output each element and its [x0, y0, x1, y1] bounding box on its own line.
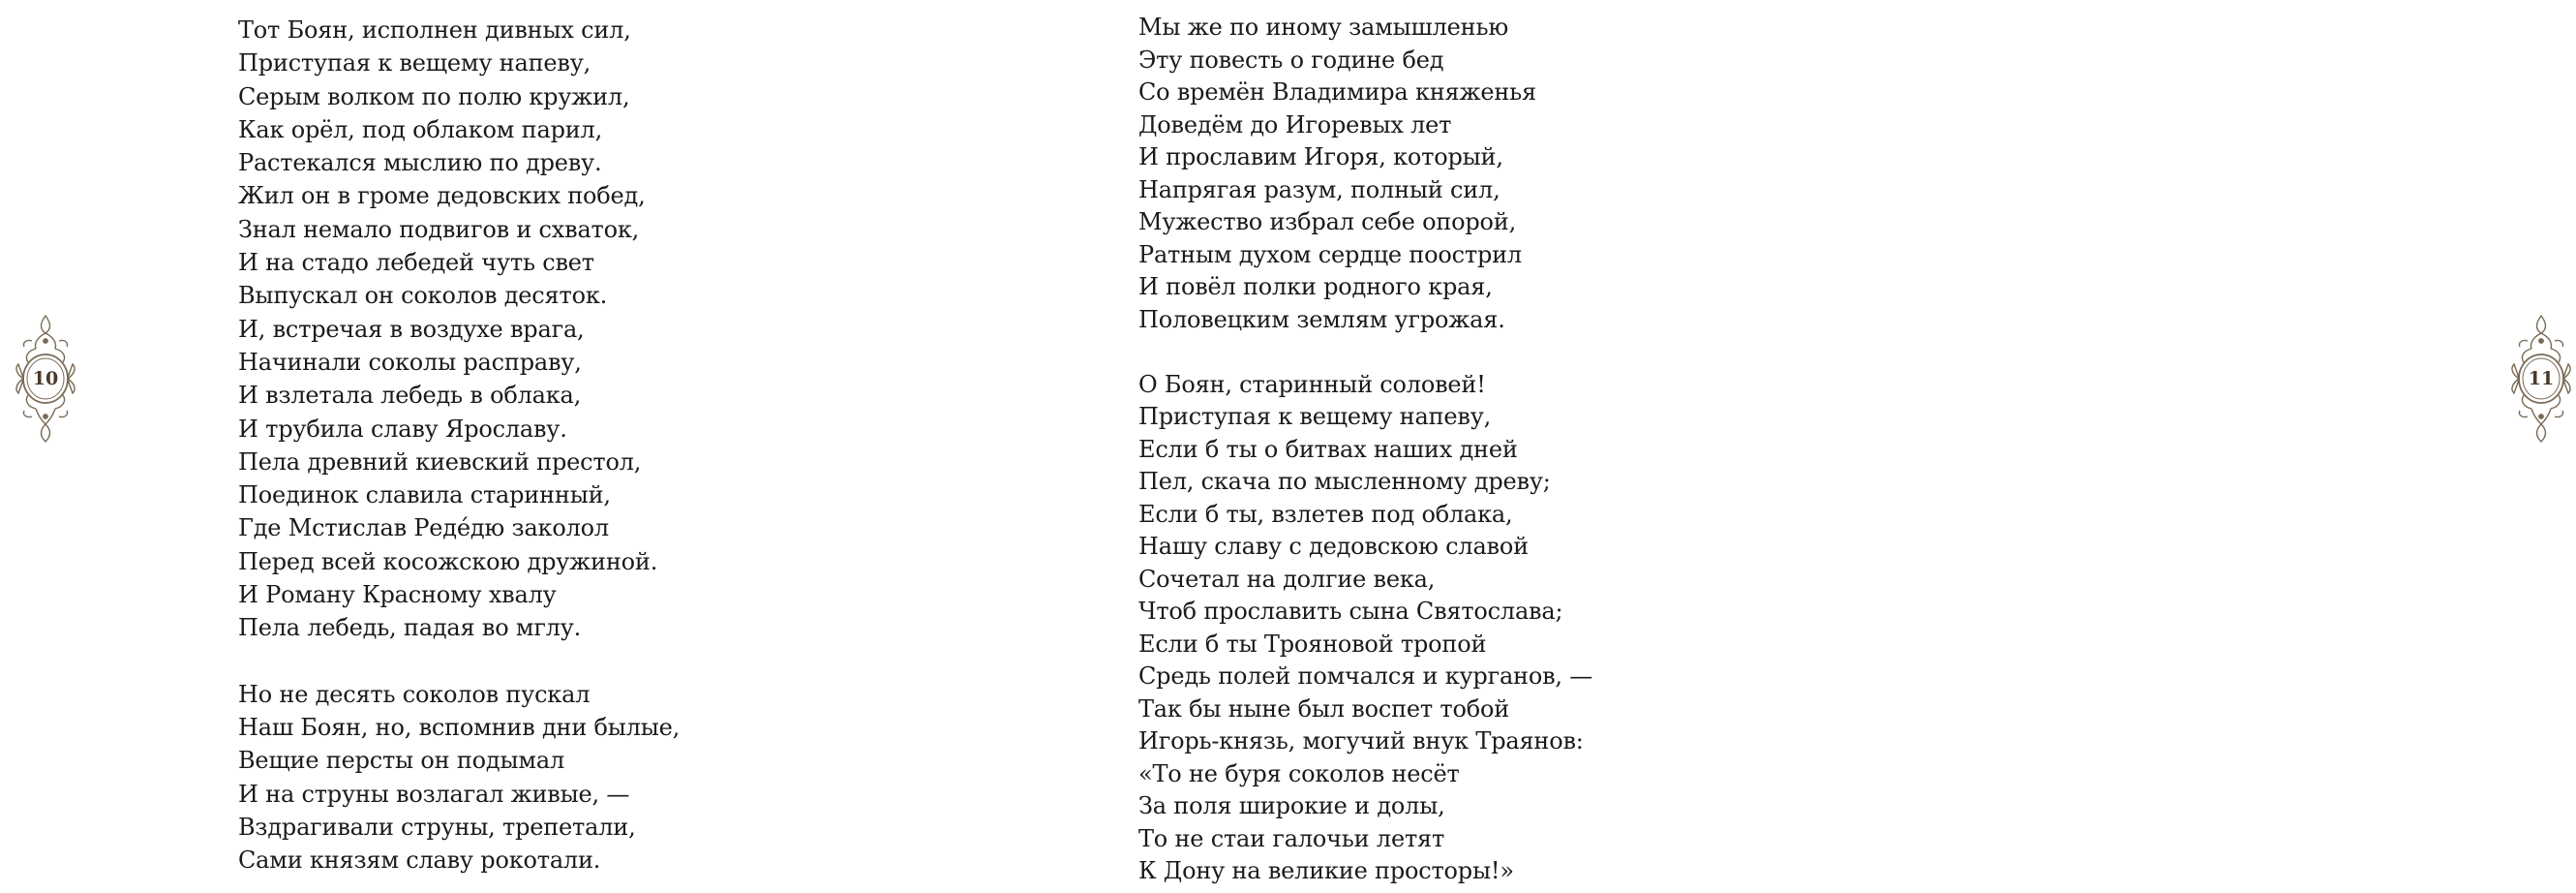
- poem-line: И повёл полки родного края,: [1138, 273, 1493, 300]
- left-page: [0, 0, 862, 893]
- poem-line: И на струны возлагал живые, —: [238, 780, 630, 808]
- stanza-gap: [1138, 336, 1592, 369]
- folio-left: [11, 312, 80, 446]
- poem-line: Со времён Владимира княженья: [1138, 78, 1536, 106]
- poem-line: Игорь-князь, могучий внук Траянов:: [1138, 727, 1584, 754]
- folio-right: [2506, 312, 2576, 446]
- poem-line: Начинали соколы расправу,: [238, 348, 582, 376]
- poem-line: И взлетала лебедь в облака,: [238, 382, 582, 410]
- poem-line: Напрягая разум, полный сил,: [1138, 175, 1500, 203]
- poem-line: Знал немало подвигов и схваток,: [238, 215, 640, 243]
- poem-line: И, встречая в воздухе врага,: [238, 315, 585, 343]
- poem-line: И на стадо лебедей чуть свет: [238, 249, 594, 277]
- poem-line: Вещие персты он подымал: [238, 747, 565, 775]
- page-number-left: 10: [32, 368, 59, 389]
- poem-line: Но не десять соколов пускал: [238, 680, 591, 708]
- poem-line: Сочетал на долгие века,: [1138, 565, 1436, 593]
- poem-line: Растекался мыслию по древу.: [238, 149, 602, 177]
- poem-line: Приступая к вещему напеву,: [1138, 403, 1492, 430]
- poem-line: И трубила славу Ярославу.: [238, 415, 567, 443]
- poem-line: Жил он в громе дедовских побед,: [238, 182, 646, 210]
- left-page-poem: [238, 14, 680, 877]
- poem-line: Средь полей помчался и курганов, —: [1138, 662, 1593, 690]
- poem-line: Выпускал он соколов десяток.: [238, 282, 608, 310]
- poem-line: «То не буря соколов несёт: [1138, 759, 1460, 787]
- poem-line: То не стаи галочьи летят: [1138, 824, 1445, 852]
- poem-line: За поля широкие и долы,: [1138, 792, 1445, 819]
- right-page: [862, 0, 2555, 893]
- poem-line: И прославим Игоря, который,: [1138, 143, 1503, 170]
- poem-line: Пел, скача по мысленному древу;: [1138, 468, 1551, 495]
- poem-line: Поединок славила старинный,: [238, 481, 611, 509]
- poem-line: Чтоб прославить сына Святослава;: [1138, 598, 1563, 625]
- poem-line: Если б ты Трояновой тропой: [1138, 630, 1487, 658]
- poem-line: Доведём до Игоревых лет: [1138, 110, 1452, 139]
- poem-line: Пела древний киевский престол,: [238, 447, 642, 476]
- poem-line: Наш Боян, но, вспомнив дни былые,: [238, 713, 681, 741]
- poem-line: Сами князям славу рокотали.: [238, 847, 601, 875]
- poem-line: Тот Боян, исполнен дивных сил,: [238, 16, 631, 44]
- poem-line: Если б ты, взлетев под облака,: [1138, 500, 1513, 528]
- poem-line: Нашу славу с дедовскою славой: [1138, 533, 1529, 560]
- right-page-poem: [1138, 12, 1592, 888]
- stanza-gap: [238, 645, 680, 678]
- poem-line: Где Мстислав Редéдю заколол: [238, 514, 609, 542]
- poem-line: О Боян, старинный соловей!: [1138, 370, 1486, 398]
- poem-line: Ратным духом сердце поострил: [1138, 240, 1522, 268]
- poem-line: Как орёл, под облаком парил,: [238, 115, 603, 143]
- poem-line: Вздрагивали струны, трепетали,: [238, 813, 636, 841]
- poem-line: Эту повесть о године бед: [1138, 46, 1444, 74]
- poem-line: И Роману Красному хвалу: [238, 581, 557, 609]
- poem-line: Так бы ныне был воспет тобой: [1138, 694, 1510, 723]
- poem-line: Мы же по иному замышленью: [1138, 14, 1509, 41]
- page-number-right: 11: [2528, 368, 2555, 389]
- poem-line: Пела лебедь, падая во мглу.: [238, 614, 582, 642]
- poem-line: Мужество избрал себе опорой,: [1138, 208, 1517, 235]
- poem-line: Перед всей косожскою дружиной.: [238, 547, 658, 575]
- poem-line: Если б ты о битвах наших дней: [1138, 435, 1518, 463]
- poem-line: Половецким землям угрожая.: [1138, 305, 1505, 333]
- poem-line: Приступая к вещему напеву,: [238, 49, 591, 77]
- poem-line: Серым волком по полю кружил,: [238, 82, 630, 110]
- poem-line: К Дону на великие просторы!»: [1138, 857, 1514, 884]
